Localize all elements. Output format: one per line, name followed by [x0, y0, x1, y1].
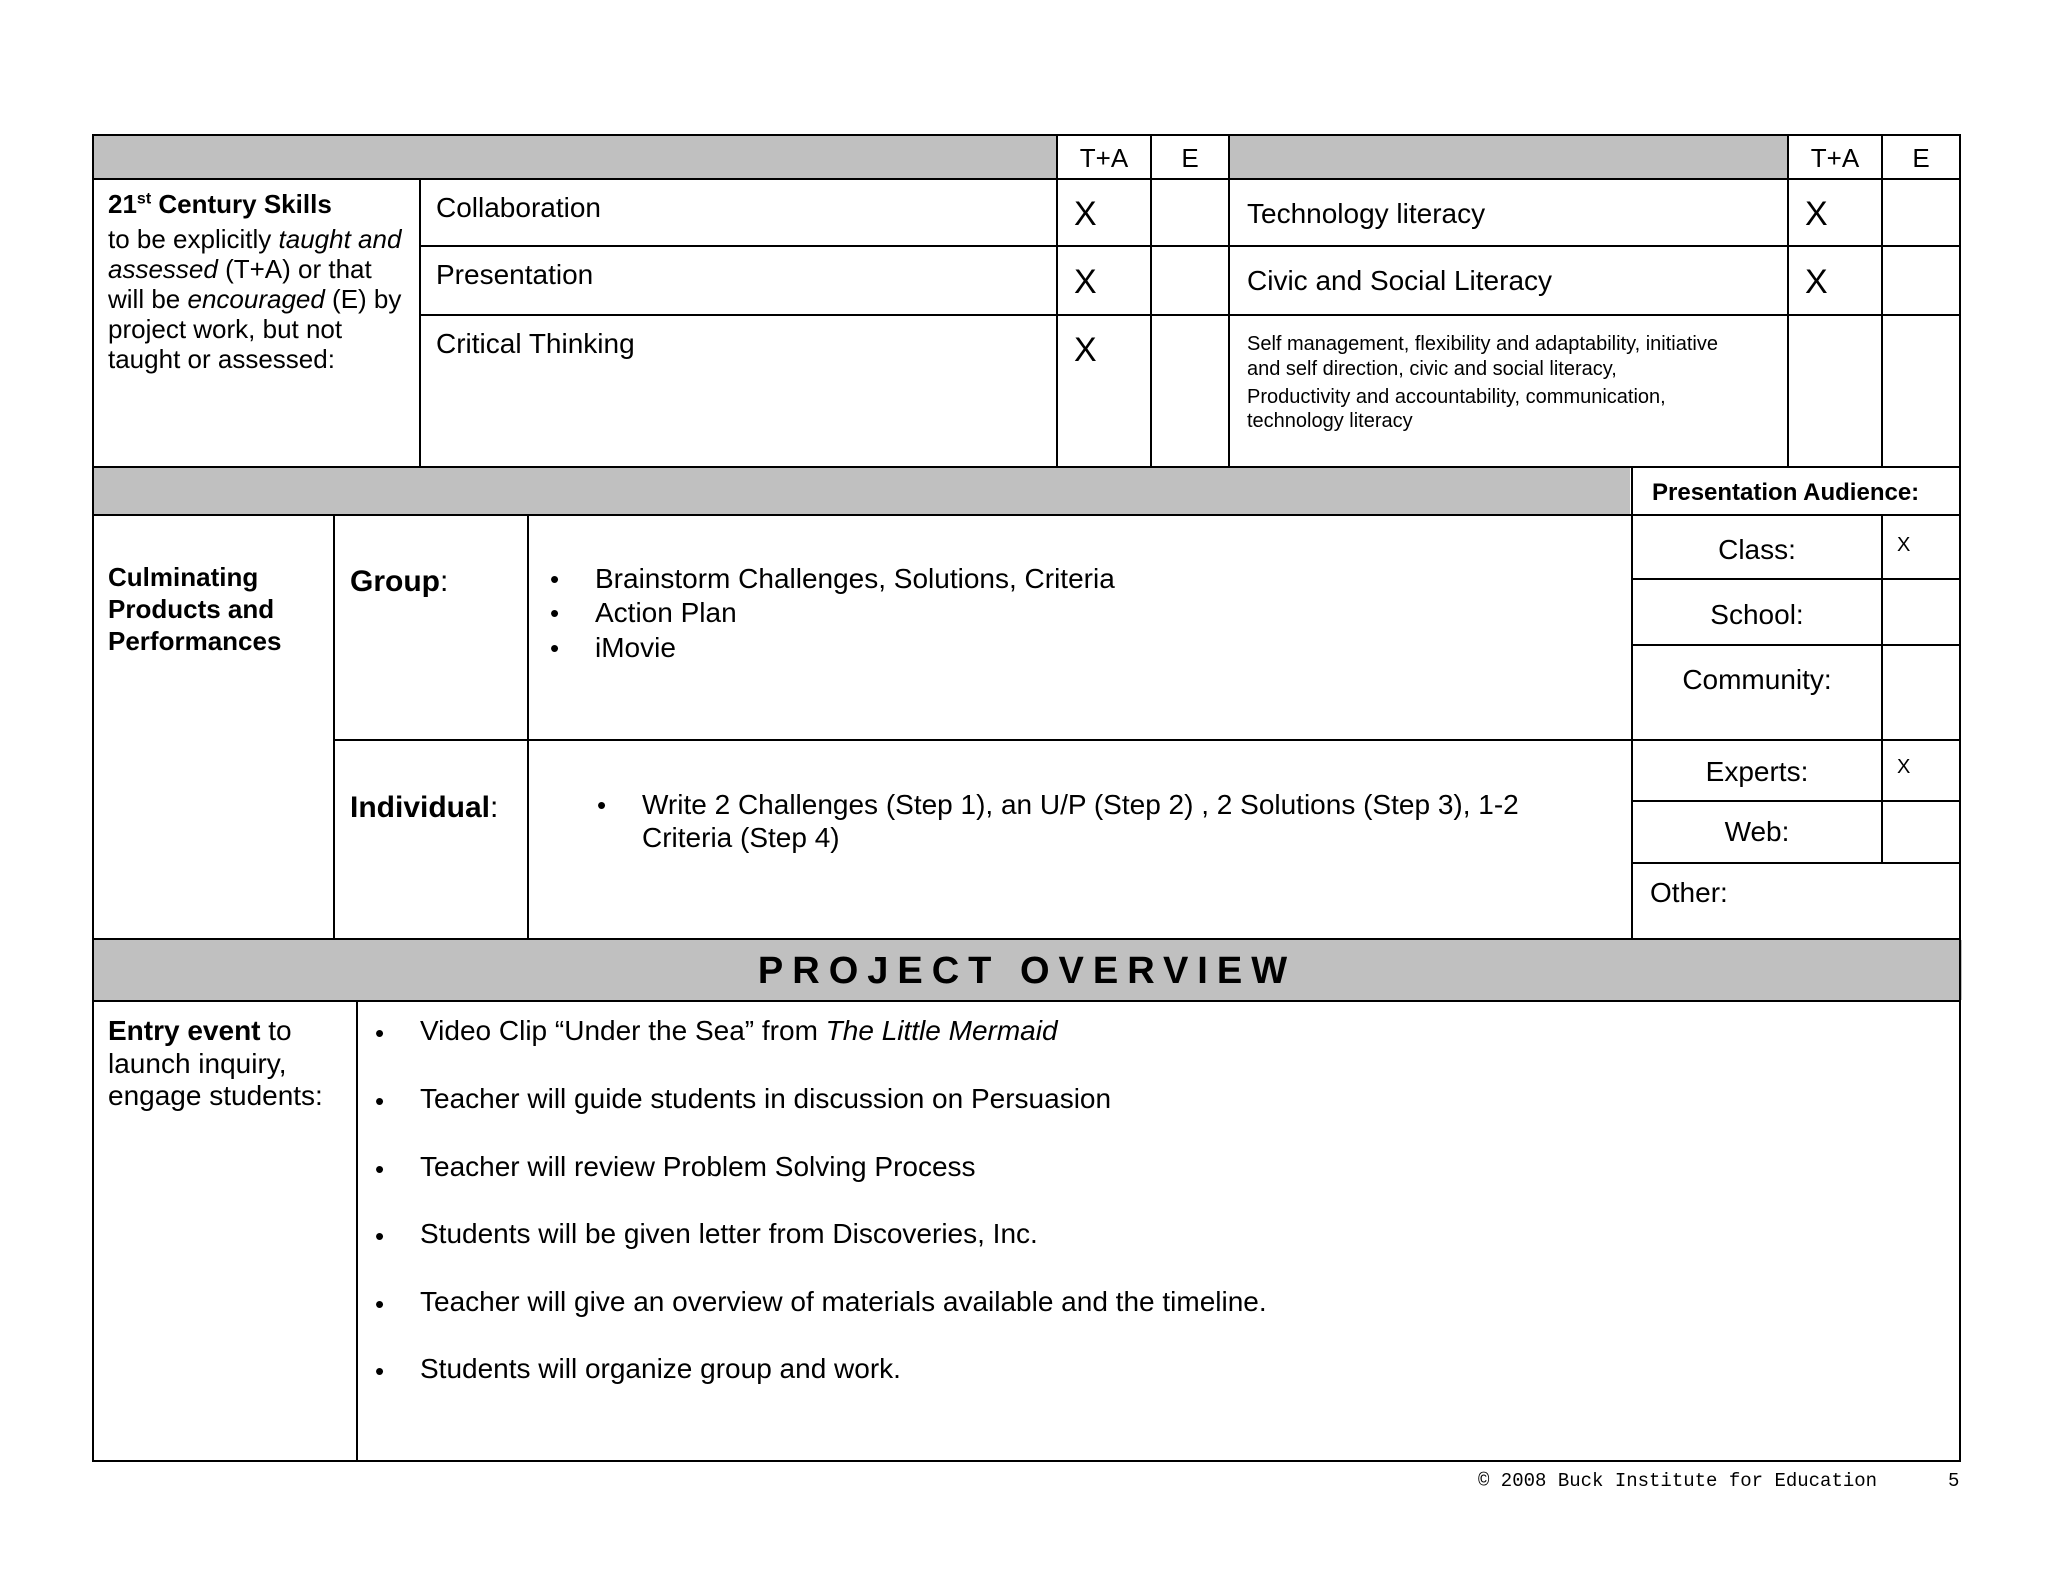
bullet-icon: • [375, 1086, 385, 1116]
audience-experts-mark: X [1897, 756, 1911, 778]
overview-item-italic: The Little Mermaid [825, 1015, 1058, 1046]
skills-note-line: and self direction, civic and social literacy, [1247, 358, 1617, 380]
skills-desc-italic: encouraged [187, 284, 325, 314]
skills-desc-line3 [108, 285, 401, 315]
skill-civic-social-literacy: Civic and Social Literacy [1247, 265, 1553, 296]
individual-item-line: Criteria (Step 4) [642, 822, 840, 853]
products-header-fill [94, 468, 1630, 514]
rule [333, 514, 335, 940]
rule [420, 314, 1961, 316]
rule [1632, 578, 1961, 580]
rule [1632, 644, 1961, 646]
rule [92, 134, 94, 1462]
audience-community: Community: [1682, 664, 1832, 695]
skills-header-left-fill [94, 136, 1058, 178]
overview-item [420, 1015, 1058, 1047]
audience-class: Class: [1718, 534, 1796, 565]
skills-desc-text: (E) by [324, 284, 402, 314]
e-header-left: E [1181, 143, 1199, 173]
skills-title-num: 21 [108, 189, 137, 219]
individual-label [350, 791, 498, 826]
individual-label-colon: : [490, 791, 499, 824]
bullet-icon: • [375, 1154, 385, 1184]
bullet-icon: • [375, 1356, 385, 1386]
footer-page-number: 5 [1948, 1470, 1960, 1492]
products-label-line: Products and [108, 594, 275, 624]
skill-collaboration: Collaboration [436, 192, 601, 223]
overview-item-text: Video Clip “Under the Sea” from [420, 1015, 826, 1046]
rule [93, 466, 1961, 468]
bullet-icon: • [597, 790, 607, 820]
skills-desc-line5: taught or assessed: [108, 344, 335, 374]
rule [93, 514, 1961, 516]
group-label-colon: : [440, 565, 449, 598]
rule [93, 134, 1961, 136]
rule [1787, 134, 1789, 468]
e-header-right: E [1912, 143, 1930, 173]
skill-technology-literacy: Technology literacy [1247, 198, 1486, 229]
skill-collaboration-ta-mark: X [1074, 195, 1097, 233]
group-label-text: Group [350, 565, 440, 598]
overview-title: PROJECT OVERVIEW [757, 950, 1297, 992]
audience-class-mark: X [1897, 534, 1911, 556]
skills-desc-text: (T+A) or that [217, 254, 372, 284]
rule [420, 245, 1961, 247]
rule [1228, 134, 1230, 468]
group-item: Brainstorm Challenges, Solutions, Criteria [595, 563, 1115, 594]
rule [1150, 134, 1152, 468]
skills-desc-line2 [108, 255, 372, 285]
audience-web: Web: [1724, 816, 1790, 847]
skill-presentation-ta-mark: X [1074, 263, 1097, 301]
rule [1632, 800, 1961, 802]
overview-item: Teacher will guide students in discussion on Persuasion [420, 1083, 1112, 1114]
overview-item: Teacher will review Problem Solving Process [420, 1151, 976, 1182]
skill-presentation: Presentation [436, 259, 594, 290]
skills-title-sup: st [136, 190, 152, 208]
individual-item-line: Write 2 Challenges (Step 1), an U/P (Step 2) , 2 Solutions (Step 3), 1-2 [642, 789, 1519, 820]
skills-note-line: Self management, flexibility and adaptability, initiative [1247, 333, 1718, 355]
group-item: Action Plan [595, 597, 737, 628]
skills-desc-text: will be [108, 284, 188, 314]
skills-desc-italic: taught and [278, 224, 402, 254]
bullet-icon: • [375, 1289, 385, 1319]
skills-desc-italic: assessed [108, 254, 218, 284]
audience-header: Presentation Audience: [1652, 479, 1920, 506]
rule [334, 739, 1961, 741]
entry-label-line2: launch inquiry, [108, 1048, 287, 1079]
skills-desc-line4: project work, but not [108, 314, 343, 344]
skill-critical-thinking: Critical Thinking [436, 328, 635, 359]
individual-label-text: Individual [350, 791, 491, 824]
products-label-line: Performances [108, 626, 282, 656]
products-label-line: Culminating [108, 562, 259, 592]
rule [356, 1000, 358, 1462]
skills-header-right-fill [1230, 136, 1788, 178]
audience-other: Other: [1650, 877, 1728, 908]
group-item: iMovie [595, 632, 676, 663]
footer-copyright: © 2008 Buck Institute for Education [1478, 1470, 1878, 1492]
rule [1632, 862, 1961, 864]
entry-label-rest: to [260, 1015, 292, 1046]
rule [1881, 514, 1883, 864]
overview-item: Students will organize group and work. [420, 1353, 901, 1384]
rule [93, 1000, 1961, 1002]
bullet-icon: • [550, 633, 560, 663]
skills-desc-line1 [108, 225, 401, 255]
skills-title [108, 190, 332, 220]
ta-header-right: T+A [1810, 143, 1860, 173]
rule [93, 178, 1961, 180]
rule [1881, 134, 1883, 468]
entry-label-line1 [108, 1015, 292, 1047]
bullet-icon: • [375, 1018, 385, 1048]
group-label [350, 565, 448, 600]
rule [93, 1460, 1961, 1462]
skills-title-rest: Century Skills [151, 189, 332, 219]
bullet-icon: • [375, 1221, 385, 1251]
rule [419, 178, 421, 468]
entry-label-line3: engage students: [108, 1080, 323, 1111]
audience-experts: Experts: [1705, 756, 1809, 787]
skills-note-line: technology literacy [1247, 410, 1413, 432]
bullet-icon: • [550, 564, 560, 594]
audience-school: School: [1710, 599, 1804, 630]
overview-item: Teacher will give an overview of materials available and the timeline. [420, 1286, 1267, 1317]
rule [93, 938, 1961, 940]
skill-civic-social-literacy-ta-mark: X [1805, 263, 1828, 301]
bullet-icon: • [550, 598, 560, 628]
entry-label-bold: Entry event [108, 1015, 261, 1046]
rule [527, 514, 529, 940]
skill-technology-literacy-ta-mark: X [1805, 195, 1828, 233]
skills-desc-text: to be explicitly [108, 224, 279, 254]
ta-header-left: T+A [1079, 143, 1129, 173]
skill-critical-thinking-ta-mark: X [1074, 331, 1097, 369]
rule [1056, 134, 1058, 468]
overview-item: Students will be given letter from Discoveries, Inc. [420, 1218, 1038, 1249]
rule [1959, 134, 1961, 1462]
skills-note-line: Productivity and accountability, communication, [1247, 386, 1666, 408]
